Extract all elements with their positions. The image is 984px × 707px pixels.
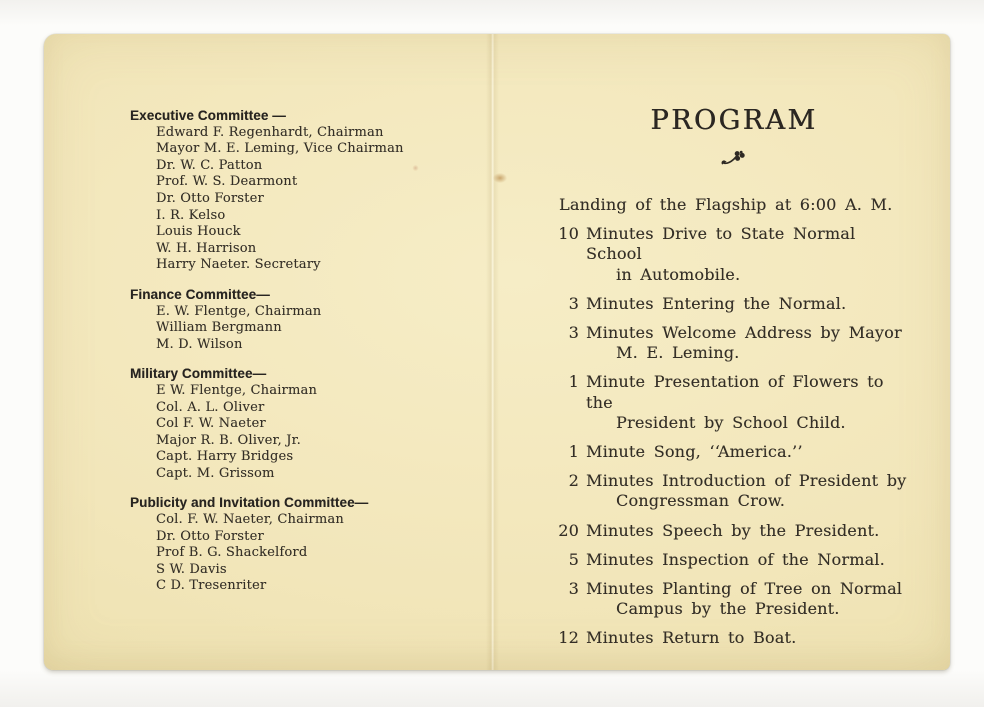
fleuron-ornament-icon [553, 149, 915, 171]
committee-member: Edward F. Regenhardt, Chairman [156, 124, 384, 140]
committee-title: Executive Committee — [130, 108, 286, 123]
program-item-minutes: 1 [568, 442, 579, 462]
program-item [553, 442, 915, 462]
committee-member: Dr. Otto Forster [156, 528, 264, 544]
program-item-minutes: 3 [568, 293, 579, 313]
program-item-line2: in Automobile. [616, 264, 741, 284]
program-item-text [586, 471, 915, 511]
page-title: PROGRAM [650, 105, 818, 136]
program-item-minutes: 20 [558, 520, 579, 540]
center-fold [486, 34, 499, 670]
committee-member: E. W. Flentge, Chairman [156, 303, 322, 319]
committee-title: Finance Committee— [130, 286, 270, 302]
committee-member: Harry Naeter. Secretary [156, 257, 321, 273]
program-item-minutes: 3 [568, 323, 579, 343]
committee-member: Major R. B. Oliver, Jr. [156, 432, 301, 448]
committee-section [130, 287, 482, 353]
program-item-line1: Minutes Drive to State Normal School [586, 224, 856, 264]
program-item-line1: Minutes Speech by the President. [586, 520, 880, 540]
committee-member: Prof B. G. Shackelford [156, 545, 308, 561]
program-item-line1: Minutes Entering the Normal. [586, 293, 847, 313]
program-item-text [586, 442, 915, 462]
program-item [553, 521, 915, 541]
committee-member: E W. Flentge, Chairman [156, 382, 318, 398]
committee-member: S W. Davis [156, 561, 227, 577]
program-item-line1: Landing of the Flagship at 6:00 A. M. [559, 195, 893, 214]
program-item-minutes: 10 [558, 224, 579, 244]
program-item [553, 323, 915, 363]
committee-section [130, 366, 482, 482]
program-item-line2: President by School Child. [616, 412, 846, 432]
program-item-text [586, 224, 915, 285]
program-item-line1: Minutes Introduction of President by [586, 471, 907, 491]
program-item-line1: Minutes Inspection of the Normal. [586, 549, 885, 569]
committee-member: William Bergmann [156, 320, 282, 336]
program-item-line2: Congressman Crow. [616, 491, 786, 511]
program-item [553, 471, 915, 511]
program-item-line2: Campus by the President. [616, 599, 840, 619]
committee-member: Louis Houck [156, 224, 241, 240]
committee-section [130, 495, 482, 595]
program-item [553, 550, 915, 570]
program-item-minutes: 12 [558, 628, 579, 648]
program-item-line1: Minute Song, ‘‘America.’’ [586, 442, 803, 462]
program-item [553, 372, 915, 433]
left-page [130, 108, 482, 608]
committee-member: W. H. Harrison [156, 240, 257, 256]
committee-member: Prof. W. S. Dearmont [156, 174, 298, 190]
committee-member: Capt. M. Grissom [156, 465, 275, 481]
committee-member: Mayor M. E. Leming, Vice Chairman [156, 141, 404, 157]
program-item [553, 195, 915, 215]
program-item-text [586, 294, 915, 314]
program-item [553, 294, 915, 314]
committee-title: Military Committee— [130, 366, 267, 382]
program-item-minutes: 1 [568, 372, 579, 392]
committee-list [130, 108, 482, 595]
committee-member: Col. A. L. Oliver [156, 399, 265, 415]
committee-member: Capt. Harry Bridges [156, 449, 294, 465]
program-booklet [44, 34, 950, 670]
program-item-line1: Minutes Planting of Tree on Normal [586, 579, 903, 599]
program-item-minutes: 3 [568, 579, 579, 599]
committee-title: Publicity and Invitation Committee— [130, 495, 369, 511]
program-item-text [586, 628, 915, 648]
program-item-text [586, 579, 915, 619]
program-item-text [586, 372, 915, 433]
program-list [553, 195, 915, 649]
committee-member: Col. F. W. Naeter, Chairman [156, 512, 344, 528]
program-item-text [586, 550, 915, 570]
program-item-line2: M. E. Leming. [616, 343, 740, 363]
committee-member: Dr. W. C. Patton [156, 157, 263, 173]
committee-member: Dr. Otto Forster [156, 190, 264, 206]
committee-section [130, 108, 482, 274]
committee-member: C D. Tresenriter [156, 578, 267, 594]
committee-member: Col F. W. Naeter [156, 416, 266, 432]
program-item-minutes: 5 [568, 549, 579, 569]
program-item-line1: Minutes Welcome Address by Mayor [586, 323, 902, 343]
committee-member: I. R. Kelso [156, 207, 226, 223]
committee-member: M. D. Wilson [156, 336, 243, 352]
program-item-line1: Minute Presentation of Flowers to the [586, 372, 884, 412]
program-item-line1: Minutes Return to Boat. [586, 628, 797, 648]
right-page [553, 106, 915, 658]
program-item-text [553, 195, 915, 215]
program-item-minutes: 2 [568, 471, 579, 491]
program-item-text [586, 521, 915, 541]
program-item [553, 224, 915, 285]
program-item-text [586, 323, 915, 363]
program-item [553, 628, 915, 648]
program-item [553, 579, 915, 619]
